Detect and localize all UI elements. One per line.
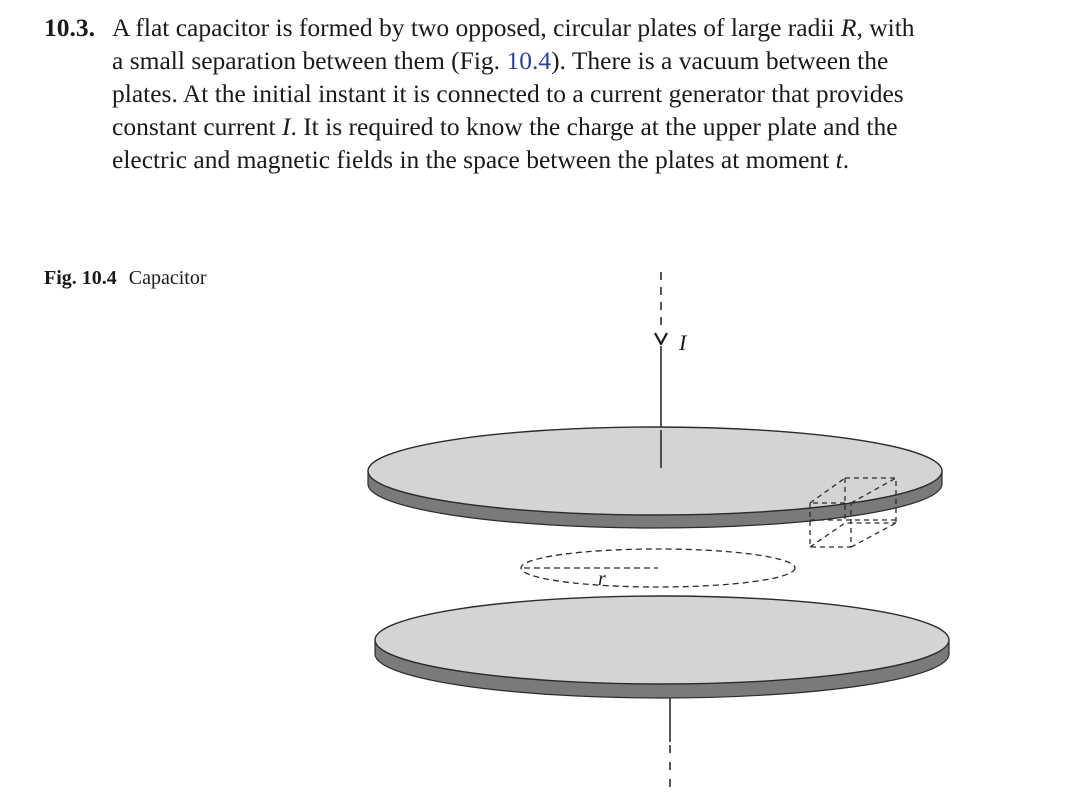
text: , with xyxy=(856,13,915,42)
radius-label: r xyxy=(598,568,606,590)
text: constant current xyxy=(112,112,282,141)
lower-plate-surface xyxy=(375,596,949,684)
current-arrow-icon xyxy=(655,333,667,344)
box-edge xyxy=(851,523,896,547)
upper-plate-surface xyxy=(368,427,942,515)
text: A flat capacitor is formed by two opposed, circular plates of large radii xyxy=(112,13,841,42)
figure-label: Fig. 10.4 xyxy=(44,267,117,289)
current-label: I xyxy=(679,330,687,355)
variable-R: R xyxy=(840,13,857,42)
text: ). There is a vacuum between the xyxy=(551,46,889,75)
figure-caption-text: Capacitor xyxy=(128,267,207,289)
variable-t: t xyxy=(835,145,843,174)
problem-number: 10.3. xyxy=(44,13,95,42)
text: plates. At the initial instant it is connected to a current generator that provides xyxy=(112,79,904,108)
figure-reference-link[interactable]: 10.4 xyxy=(506,46,552,75)
box-edge xyxy=(810,523,896,547)
lower-plate xyxy=(375,596,949,698)
text: electric and magnetic fields in the space between the plates at moment xyxy=(112,145,836,174)
variable-I: I xyxy=(281,112,291,141)
text: . It is required to know the charge at the upper plate and the xyxy=(290,112,898,141)
text: . xyxy=(842,145,850,174)
text: a small separation between them (Fig. xyxy=(112,46,507,75)
